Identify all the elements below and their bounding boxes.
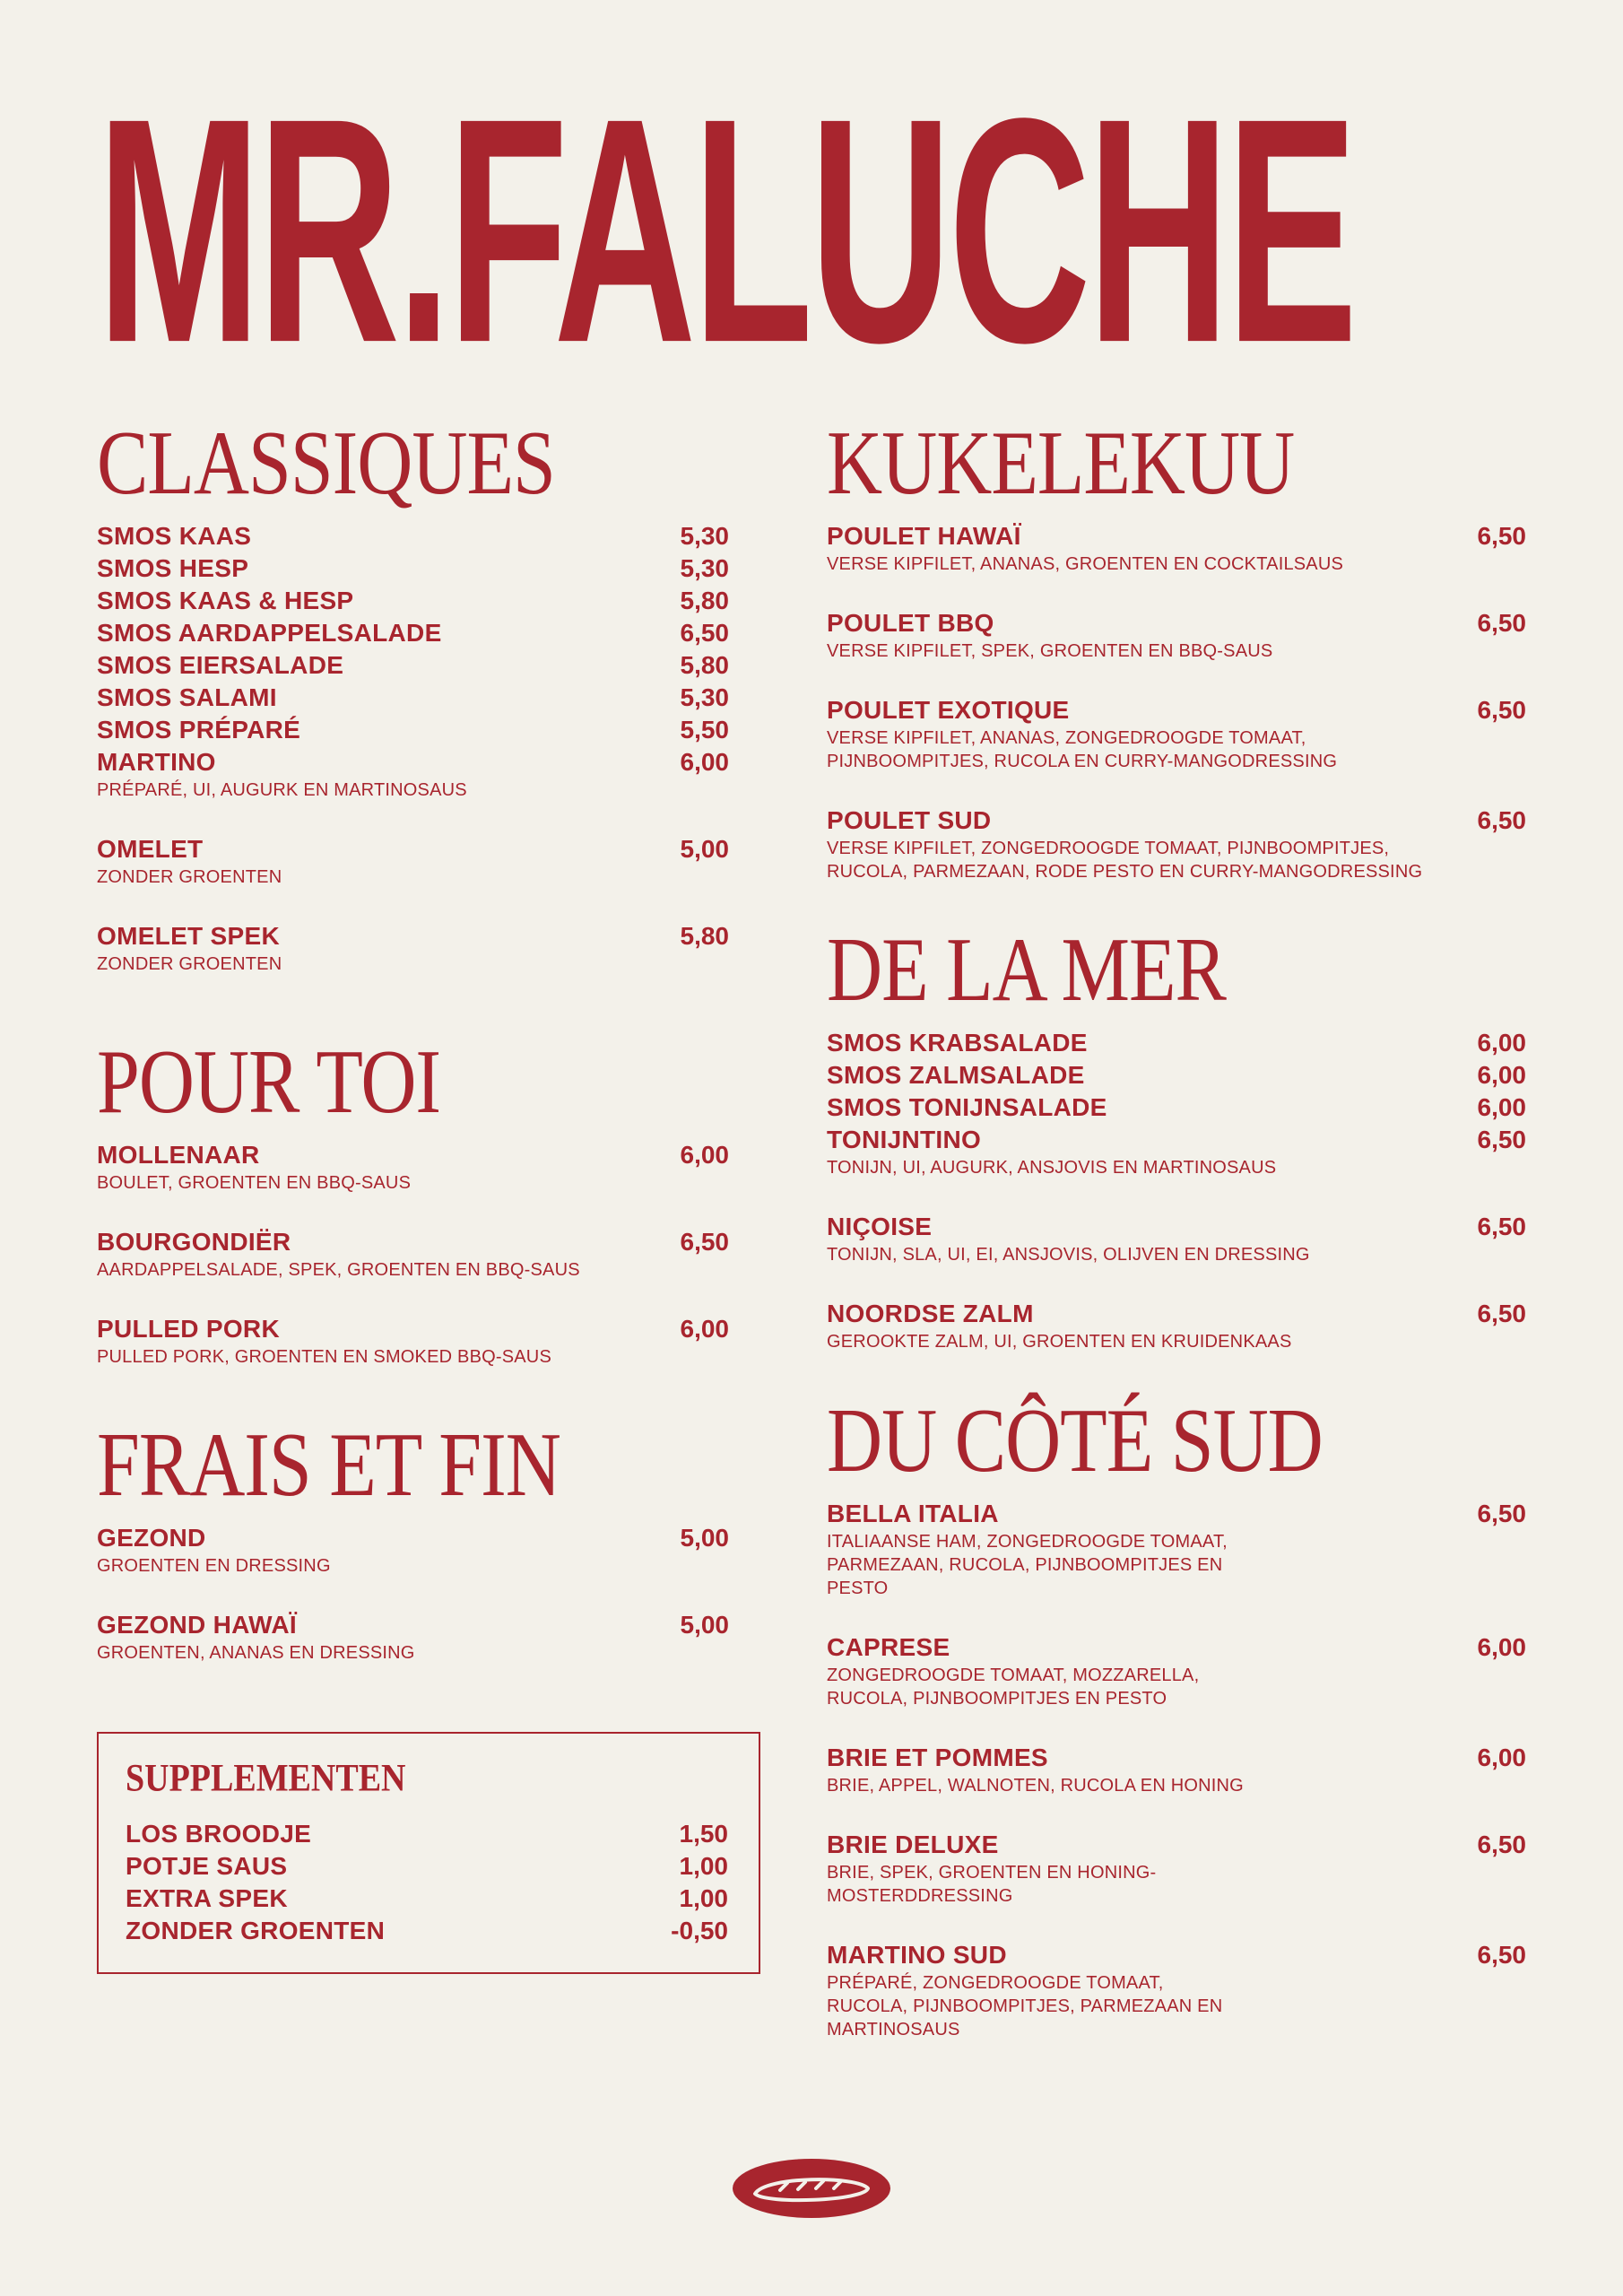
section-frais-et-fin <box>97 1413 729 1694</box>
menu-list <box>97 520 729 976</box>
item-name: POULET EXOTIQUE <box>827 696 1070 724</box>
item-name: SMOS ZALMSALADE <box>827 1061 1085 1089</box>
menu-item <box>126 1915 728 1947</box>
item-price: 6,00 <box>1477 1061 1526 1089</box>
item-description: BRIE, SPEK, GROENTEN EN HONING-MOSTERDDRESSING <box>827 1863 1157 1906</box>
item-description: GROENTEN EN DRESSING <box>97 1556 331 1576</box>
item-name: BOURGONDIËR <box>97 1228 291 1256</box>
menu-item <box>126 1850 728 1883</box>
item-name: SMOS KAAS <box>97 522 252 550</box>
item-description: VERSE KIPFILET, ANANAS, GROENTEN EN COCKTAILSAUS <box>827 554 1344 574</box>
item-name: SMOS TONIJNSALADE <box>827 1093 1107 1121</box>
menu-list <box>827 1498 1526 2041</box>
item-name: SMOS SALAMI <box>97 683 277 711</box>
left-column <box>97 412 729 1694</box>
item-description: ITALIAANSE HAM, ZONGEDROOGDE TOMAAT, PARMEZAAN, RUCOLA, PIJNBOOMPITJES EN PESTO <box>827 1532 1228 1598</box>
menu-item <box>97 714 729 746</box>
item-price: 5,30 <box>680 554 729 582</box>
section-title: FRAIS ET FIN <box>97 1413 560 1516</box>
item-price: -0,50 <box>671 1917 728 1944</box>
menu-item <box>827 1211 1526 1266</box>
item-description: GROENTEN, ANANAS EN DRESSING <box>97 1643 415 1663</box>
item-price: 6,00 <box>1477 1029 1526 1057</box>
baguette-icon <box>730 2156 893 2221</box>
item-name: POULET HAWAÏ <box>827 522 1021 550</box>
menu-item <box>97 746 729 802</box>
item-name: PULLED PORK <box>97 1315 280 1343</box>
menu-item <box>97 585 729 617</box>
item-name: SMOS EIERSALADE <box>97 651 344 679</box>
item-price: 6,50 <box>1477 1941 1526 1969</box>
section-du-cote-sud <box>827 1389 1526 2041</box>
menu-item <box>97 1313 729 1369</box>
item-name: NIÇOISE <box>827 1213 933 1240</box>
item-price: 6,00 <box>1477 1633 1526 1661</box>
item-price: 6,50 <box>1477 609 1526 637</box>
item-name: CAPRESE <box>827 1633 950 1661</box>
menu-item <box>97 920 729 976</box>
item-price: 5,80 <box>680 587 729 614</box>
item-description: BRIE, APPEL, WALNOTEN, RUCOLA EN HONING <box>827 1776 1244 1796</box>
menu-item <box>97 1522 729 1578</box>
item-price: 6,50 <box>1477 1213 1526 1240</box>
item-price: 5,30 <box>680 522 729 550</box>
item-name: MARTINO SUD <box>827 1941 1007 1969</box>
item-description: VERSE KIPFILET, ZONGEDROOGDE TOMAAT, PIJNBOOMPITJES, RUCOLA, PARMEZAAN, RODE PESTO EN CURRY-MANGODRESSING <box>827 839 1423 882</box>
item-name: MARTINO <box>97 748 216 776</box>
menu-item <box>97 649 729 682</box>
item-price: 1,50 <box>679 1820 728 1848</box>
menu-item <box>97 617 729 649</box>
section-title: DU CÔTÉ SUD <box>827 1389 1323 1492</box>
supplements-box <box>97 1732 760 1974</box>
item-price: 1,00 <box>679 1884 728 1912</box>
item-price: 6,00 <box>1477 1093 1526 1121</box>
menu-list <box>827 1027 1526 1353</box>
menu-item <box>827 694 1526 773</box>
menu-item <box>827 1298 1526 1353</box>
section-kukelekuu <box>827 412 1526 924</box>
item-price: 6,00 <box>680 1141 729 1169</box>
menu-list <box>126 1818 728 1947</box>
item-description: TONIJN, SLA, UI, EI, ANSJOVIS, OLIJVEN EN DRESSING <box>827 1245 1310 1265</box>
item-name: NOORDSE ZALM <box>827 1300 1034 1327</box>
menu-item <box>827 1124 1526 1179</box>
item-name: SMOS KAAS & HESP <box>97 587 354 614</box>
section-classiques <box>97 412 729 1036</box>
item-name: EXTRA SPEK <box>126 1884 288 1912</box>
item-name: MOLLENAAR <box>97 1141 260 1169</box>
item-name: TONIJNTINO <box>827 1126 982 1153</box>
menu-item <box>97 1609 729 1665</box>
section-title: CLASSIQUES <box>97 412 555 514</box>
menu-item <box>827 1631 1526 1710</box>
menu-item <box>827 1498 1526 1600</box>
item-price: 6,00 <box>1477 1744 1526 1771</box>
menu-list <box>97 1139 729 1369</box>
menu-item <box>827 1939 1526 2041</box>
menu-item <box>97 1139 729 1195</box>
item-name: SMOS KRABSALADE <box>827 1029 1088 1057</box>
supplements-title: SUPPLEMENTEN <box>126 1756 406 1800</box>
item-price: 6,50 <box>680 1228 729 1256</box>
item-price: 5,80 <box>680 922 729 950</box>
menu-item <box>97 682 729 714</box>
item-name: GEZOND HAWAÏ <box>97 1611 297 1639</box>
item-name: SMOS AARDAPPELSALADE <box>97 619 442 647</box>
item-name: GEZOND <box>97 1524 206 1552</box>
item-price: 5,00 <box>680 1524 729 1552</box>
section-title: DE LA MER <box>827 918 1226 1021</box>
item-price: 5,30 <box>680 683 729 711</box>
item-price: 6,50 <box>1477 1126 1526 1153</box>
menu-item <box>126 1883 728 1915</box>
menu-item <box>126 1818 728 1850</box>
item-price: 6,50 <box>1477 1500 1526 1527</box>
item-price: 5,00 <box>680 1611 729 1639</box>
item-name: BRIE ET POMMES <box>827 1744 1048 1771</box>
menu-item <box>827 1742 1526 1797</box>
item-price: 5,00 <box>680 835 729 863</box>
section-de-la-mer <box>827 918 1526 1395</box>
menu-item <box>97 833 729 889</box>
item-description: ZONDER GROENTEN <box>97 867 282 887</box>
item-name: SMOS HESP <box>97 554 249 582</box>
item-description: ZONGEDROOGDE TOMAAT, MOZZARELLA, RUCOLA, PIJNBOOMPITJES EN PESTO <box>827 1665 1200 1709</box>
item-description: TONIJN, UI, AUGURK, ANSJOVIS EN MARTINOSAUS <box>827 1158 1277 1178</box>
menu-item <box>827 607 1526 663</box>
item-name: LOS BROODJE <box>126 1820 312 1848</box>
item-name: OMELET SPEK <box>97 922 280 950</box>
item-name: BELLA ITALIA <box>827 1500 999 1527</box>
item-price: 6,50 <box>1477 1831 1526 1858</box>
right-column <box>827 412 1526 2041</box>
item-description: PRÉPARÉ, ZONGEDROOGDE TOMAAT, RUCOLA, PIJNBOOMPITJES, PARMEZAAN EN MARTINOSAUS <box>827 1973 1223 2039</box>
item-price: 5,50 <box>680 716 729 744</box>
item-description: ZONDER GROENTEN <box>97 954 282 974</box>
item-name: BRIE DELUXE <box>827 1831 999 1858</box>
item-name: POTJE SAUS <box>126 1852 288 1880</box>
menu-list <box>827 520 1526 883</box>
item-name: SMOS PRÉPARÉ <box>97 716 301 744</box>
item-description: AARDAPPELSALADE, SPEK, GROENTEN EN BBQ-SAUS <box>97 1260 580 1280</box>
item-name: ZONDER GROENTEN <box>126 1917 386 1944</box>
section-title: POUR TOI <box>97 1031 441 1133</box>
item-price: 6,50 <box>1477 696 1526 724</box>
item-price: 6,50 <box>680 619 729 647</box>
item-description: PULLED PORK, GROENTEN EN SMOKED BBQ-SAUS <box>97 1347 551 1367</box>
menu-item <box>827 1059 1526 1091</box>
item-name: OMELET <box>97 835 204 863</box>
menu-item <box>827 1829 1526 1908</box>
item-description: BOULET, GROENTEN EN BBQ-SAUS <box>97 1173 412 1193</box>
item-price: 6,00 <box>680 748 729 776</box>
item-price: 6,50 <box>1477 806 1526 834</box>
section-pour-toi <box>97 1031 729 1419</box>
item-description: VERSE KIPFILET, ANANAS, ZONGEDROOGDE TOMAAT, PIJNBOOMPITJES, RUCOLA EN CURRY-MANGODRESSING <box>827 728 1338 771</box>
item-price: 6,50 <box>1477 1300 1526 1327</box>
item-price: 6,50 <box>1477 522 1526 550</box>
item-description: PRÉPARÉ, UI, AUGURK EN MARTINOSAUS <box>97 780 467 800</box>
menu-item <box>827 804 1526 883</box>
item-price: 1,00 <box>679 1852 728 1880</box>
section-title: KUKELEKUU <box>827 412 1295 514</box>
item-price: 5,80 <box>680 651 729 679</box>
item-description: VERSE KIPFILET, SPEK, GROENTEN EN BBQ-SAUS <box>827 641 1273 661</box>
menu-item <box>827 520 1526 576</box>
brand-title: MR.FALUCHE <box>97 51 1355 410</box>
menu-list <box>97 1522 729 1665</box>
item-name: POULET BBQ <box>827 609 994 637</box>
item-description: GEROOKTE ZALM, UI, GROENTEN EN KRUIDENKAAS <box>827 1332 1292 1352</box>
menu-item <box>97 1226 729 1282</box>
item-name: POULET SUD <box>827 806 992 834</box>
item-price: 6,00 <box>680 1315 729 1343</box>
menu-item <box>827 1091 1526 1124</box>
menu-item <box>97 552 729 585</box>
